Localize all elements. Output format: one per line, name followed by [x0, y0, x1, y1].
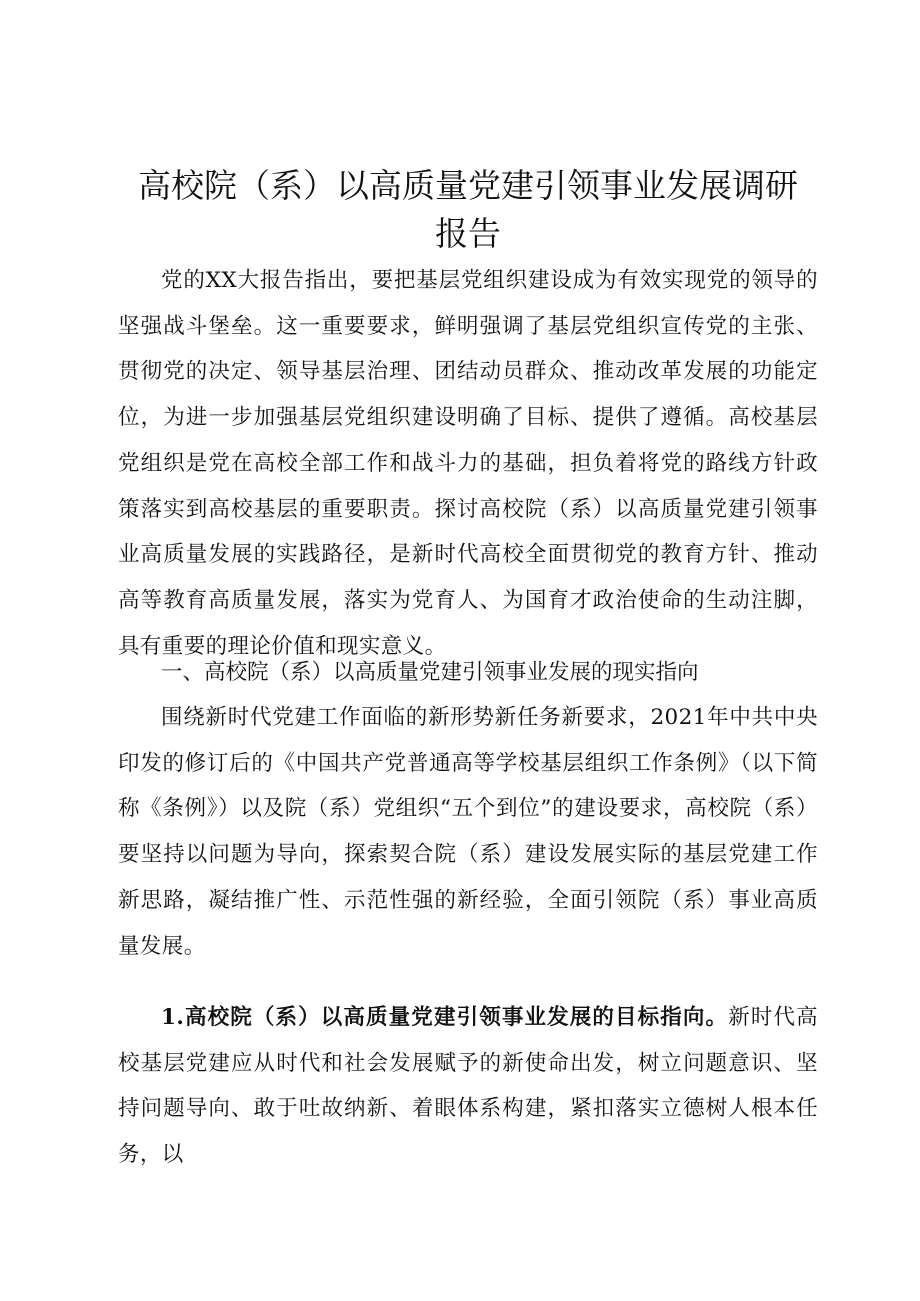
paragraph-subsection-1 [118, 995, 818, 1178]
document-title-line-2: 报告 [435, 214, 501, 253]
section-heading-1: 一、高校院（系）以高质量党建引领事业发展的现实指向 [161, 660, 699, 685]
paragraph-section-1: 围绕新时代党建工作面临的新形势新任务新要求，2021年中共中央印发的修订后的《中国共产党普通高等学校基层组织工作条例》（以下简称《条例》）以及院（系）党组织“五个到位”的建设要求，高校院（系）要坚持以问题为导向，探索契合院（系）建设发展实际的基层党建工作新思路，凝结推广性、示范性强的新经验，全面引领院（系）事业高质量发展。 [118, 705, 818, 959]
paragraph-intro: 党的XX大报告指出，要把基层党组织建设成为有效实现党的领导的坚强战斗堡垒。这一重要要求，鲜明强调了基层党组织宣传党的主张、贯彻党的决定、领导基层治理、团结动员群众、推动改革发展的功能定位，为进一步加强基层党组织建设明确了目标、提供了遵循。高校基层党组织是党在高校全部工作和战斗力的基础，担负着将党的路线方针政策落实到高校基层的重要职责。探讨高校院（系）以高质量党建引领事业高质量发展的实践路径，是新时代高校全面贯彻党的教育方针、推动高等教育高质量发展，落实为党育人、为国育才政治使命的生动注脚，具有重要的理论价值和现实意义。 [118, 268, 818, 659]
document-title-line-1: 高校院（系）以高质量党建引领事业发展调研 [138, 166, 798, 205]
subsection-body: 新时代高校基层党建应从时代和社会发展赋予的新使命出发，树立问题意识、坚持问题导向、敢于吐故纳新、着眼体系构建，紧扣落实立德树人根本任务，以 [118, 1005, 818, 1168]
subsection-lead: 1.高校院（系）以高质量党建引领事业发展的目标指向。 [161, 1005, 729, 1030]
